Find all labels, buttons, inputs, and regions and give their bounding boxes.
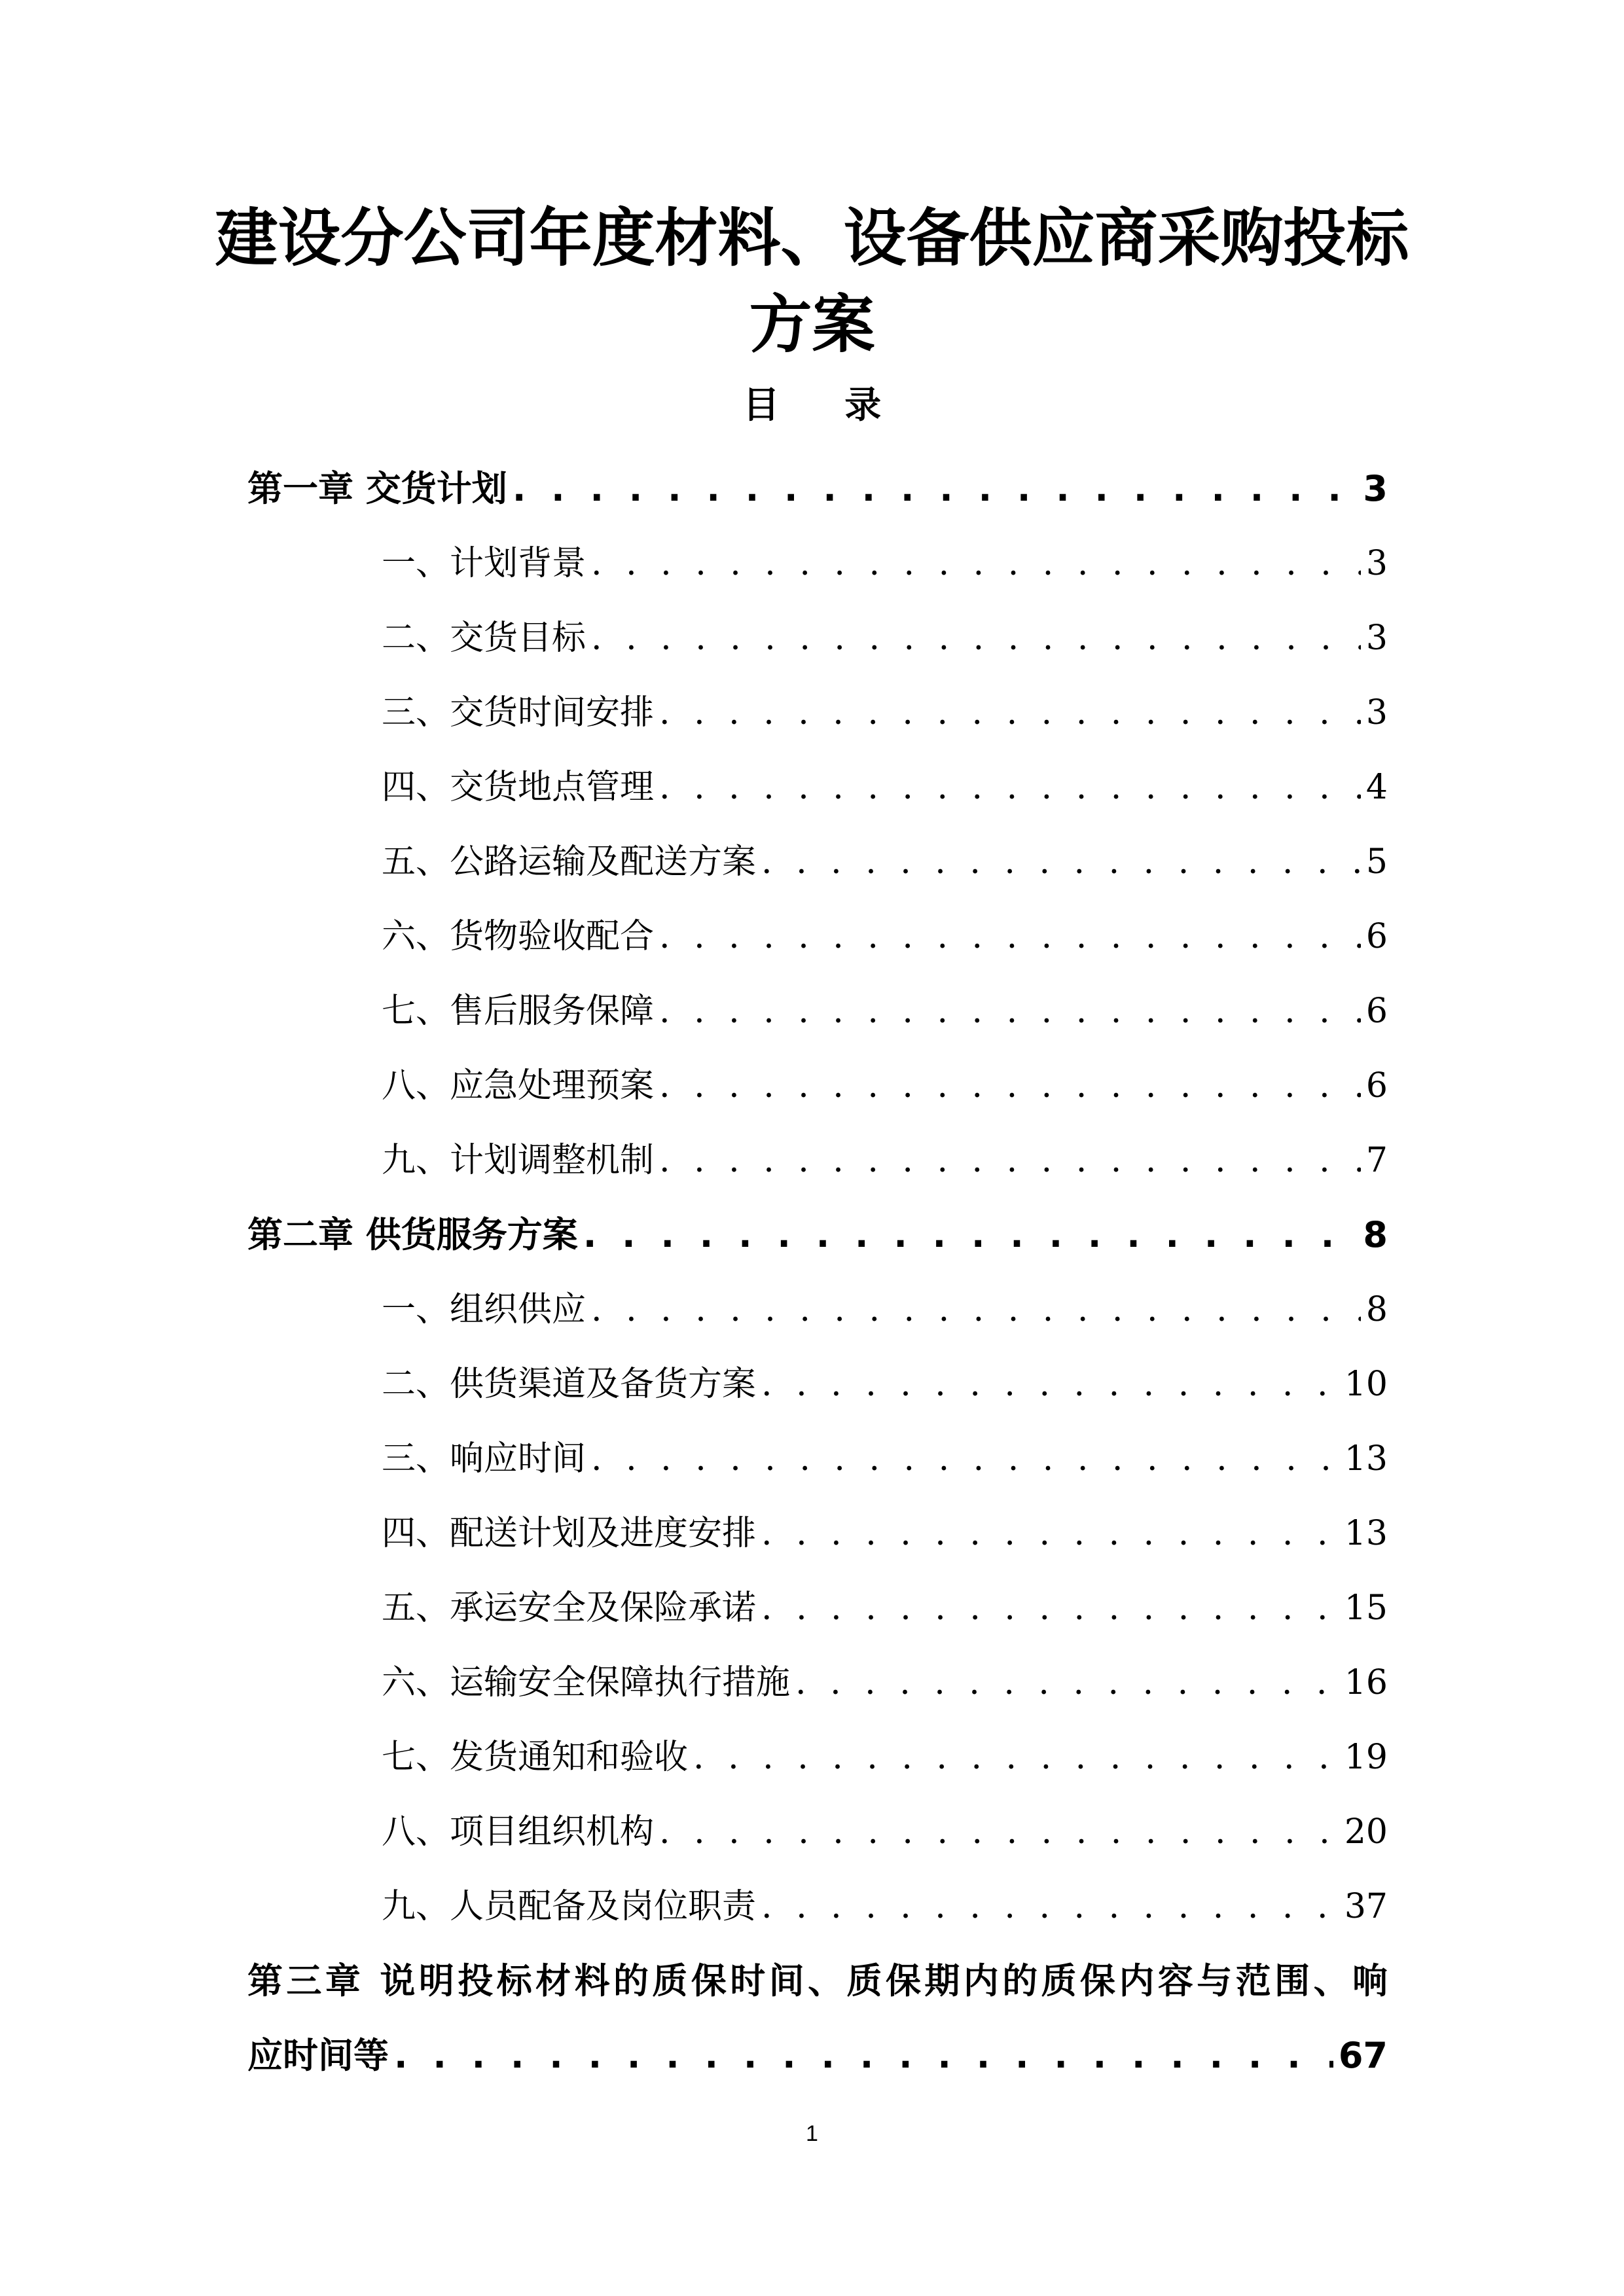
toc-entry-page: 3 — [1365, 693, 1388, 732]
toc-leader-dots — [761, 1571, 1339, 1645]
toc-section[interactable] — [247, 1795, 1388, 1869]
toc-entry-label: 一、组织供应 — [382, 1290, 586, 1329]
toc-entry-page: 67 — [1338, 2035, 1388, 2076]
toc-entry-label-line-2: 应时间等 — [247, 2035, 389, 2076]
document-title-line-1: 建设分公司年度材料、设备供应商采购投标 — [215, 202, 1409, 275]
toc-entry-page: 19 — [1344, 1738, 1388, 1777]
toc-entry-page: 13 — [1344, 1439, 1388, 1479]
toc-entry-label-line-1: 第三章 说明投标材料的质保时间、质保期内的质保内容与范围、响 — [247, 1960, 1388, 2001]
toc-leader-dots — [659, 675, 1361, 750]
toc-leader-dots — [513, 452, 1358, 526]
toc-chapter-2[interactable] — [247, 1198, 1388, 1272]
toc-leader-dots — [761, 825, 1361, 899]
toc-leader-dots — [693, 1720, 1339, 1795]
toc-leader-dots — [591, 1272, 1361, 1347]
toc-leader-dots — [659, 750, 1361, 825]
toc-entry-label: 五、承运安全及保险承诺 — [382, 1588, 757, 1628]
table-of-contents — [247, 452, 1388, 2093]
toc-section[interactable] — [247, 899, 1388, 974]
toc-entry-label: 四、配送计划及进度安排 — [382, 1514, 757, 1553]
toc-section[interactable] — [247, 1496, 1388, 1571]
toc-entry-page: 3 — [1363, 468, 1388, 509]
document-title-line-2: 方案 — [749, 288, 875, 361]
toc-leader-dots — [394, 2018, 1333, 2093]
toc-entry-page: 6 — [1365, 1066, 1388, 1105]
toc-section[interactable] — [247, 526, 1388, 601]
toc-entry-label: 八、应急处理预案 — [382, 1066, 655, 1105]
toc-leader-dots — [583, 1198, 1358, 1272]
toc-section[interactable] — [247, 1720, 1388, 1795]
toc-section[interactable] — [247, 1645, 1388, 1720]
toc-entry-page: 20 — [1344, 1812, 1388, 1852]
toc-entry-label: 三、交货时间安排 — [382, 693, 655, 732]
toc-leader-dots — [659, 899, 1361, 974]
toc-entry-label: 第二章 供货服务方案 — [247, 1214, 578, 1255]
toc-entry-label: 二、交货目标 — [382, 619, 586, 658]
toc-leader-dots — [659, 1049, 1361, 1123]
toc-entry-label: 八、项目组织机构 — [382, 1812, 655, 1852]
toc-entry-page: 4 — [1365, 768, 1388, 807]
toc-leader-dots — [659, 974, 1361, 1049]
toc-entry-label: 六、运输安全保障执行措施 — [382, 1663, 791, 1702]
page-number: 1 — [806, 2121, 818, 2146]
toc-entry-page: 7 — [1365, 1141, 1388, 1180]
toc-entry-label: 七、售后服务保障 — [382, 992, 655, 1031]
toc-entry-label: 一、计划背景 — [382, 544, 586, 583]
toc-entry-label: 九、人员配备及岗位职责 — [382, 1887, 757, 1926]
toc-heading: 目 录 — [742, 384, 908, 427]
toc-leader-dots — [659, 1795, 1339, 1869]
toc-section[interactable] — [247, 1347, 1388, 1422]
toc-entry-label: 二、供货渠道及备货方案 — [382, 1365, 757, 1404]
toc-entry-label: 七、发货通知和验收 — [382, 1738, 689, 1777]
toc-entry-page: 8 — [1363, 1214, 1388, 1255]
toc-section[interactable] — [247, 601, 1388, 675]
toc-section[interactable] — [247, 1272, 1388, 1347]
toc-section[interactable] — [247, 1422, 1388, 1496]
toc-entry-page: 3 — [1365, 619, 1388, 658]
toc-leader-dots — [591, 1422, 1339, 1496]
toc-section[interactable] — [247, 750, 1388, 825]
toc-leader-dots — [761, 1869, 1339, 1944]
toc-entry-page: 6 — [1365, 917, 1388, 956]
toc-leader-dots — [761, 1496, 1339, 1571]
toc-section[interactable] — [247, 1869, 1388, 1944]
toc-entry-page: 3 — [1365, 544, 1388, 583]
toc-entry-page: 8 — [1365, 1290, 1388, 1329]
toc-leader-dots — [795, 1645, 1339, 1720]
toc-entry-page: 13 — [1344, 1514, 1388, 1553]
toc-entry-page: 16 — [1344, 1663, 1388, 1702]
toc-entry-label: 第一章 交货计划 — [247, 468, 507, 509]
toc-leader-dots — [761, 1347, 1339, 1422]
toc-entry-page: 6 — [1365, 992, 1388, 1031]
toc-entry-page: 15 — [1344, 1588, 1388, 1628]
toc-entry-page: 10 — [1344, 1365, 1388, 1404]
toc-chapter-3[interactable] — [247, 1944, 1388, 2093]
toc-entry-label: 五、公路运输及配送方案 — [382, 842, 757, 882]
toc-entry-label: 三、响应时间 — [382, 1439, 586, 1479]
toc-section[interactable] — [247, 1571, 1388, 1645]
toc-section[interactable] — [247, 1123, 1388, 1198]
toc-leader-dots — [659, 1123, 1361, 1198]
toc-chapter-1[interactable] — [247, 452, 1388, 526]
toc-entry-label: 九、计划调整机制 — [382, 1141, 655, 1180]
toc-entry-label: 六、货物验收配合 — [382, 917, 655, 956]
toc-section[interactable] — [247, 974, 1388, 1049]
toc-leader-dots — [591, 601, 1361, 675]
toc-section[interactable] — [247, 675, 1388, 750]
toc-chapter-3-last-line — [247, 2018, 1388, 2093]
toc-entry-page: 5 — [1365, 842, 1388, 882]
toc-section[interactable] — [247, 1049, 1388, 1123]
toc-entry-label: 四、交货地点管理 — [382, 768, 655, 807]
toc-leader-dots — [591, 526, 1361, 601]
toc-section[interactable] — [247, 825, 1388, 899]
toc-entry-page: 37 — [1344, 1887, 1388, 1926]
